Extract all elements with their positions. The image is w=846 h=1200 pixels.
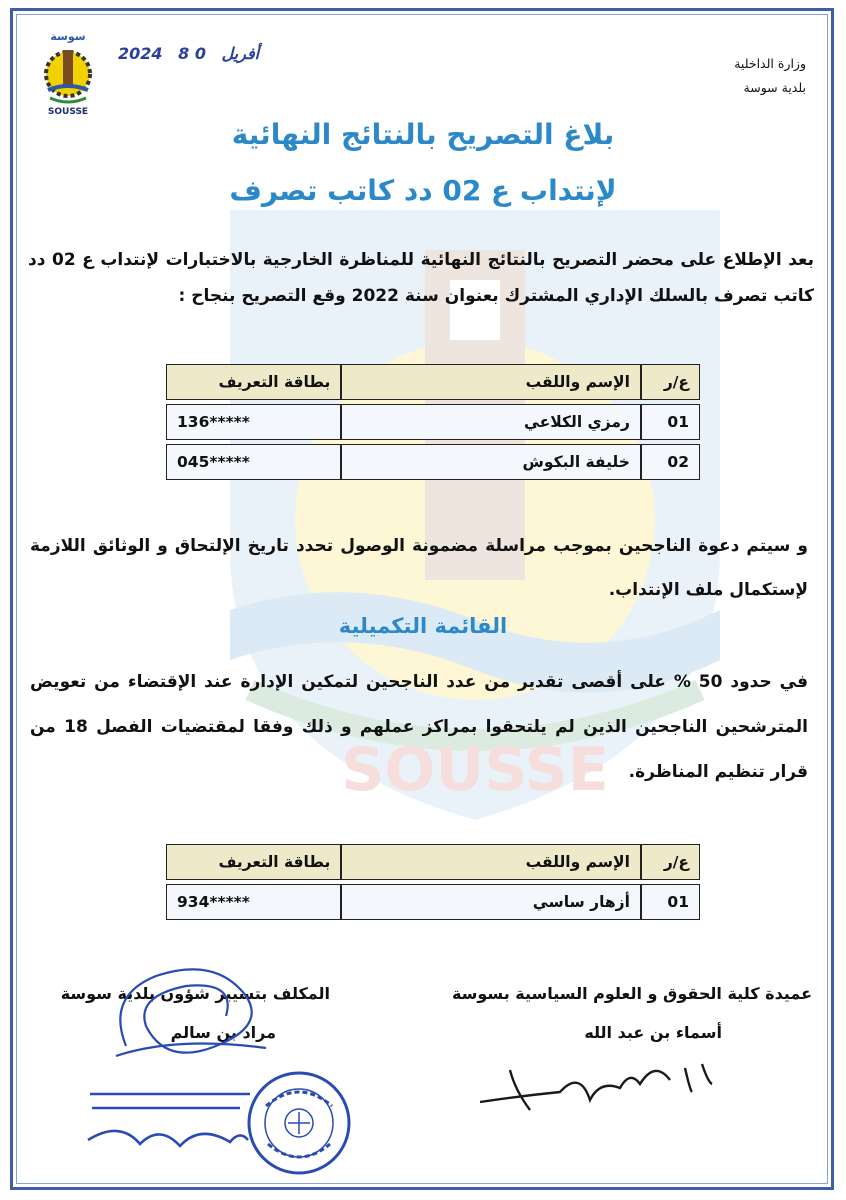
date-year: 2024	[118, 44, 163, 63]
date-stamp	[118, 44, 269, 63]
row-id-card: 045*****	[166, 444, 341, 480]
issuer-header	[646, 52, 806, 100]
row-number: 01	[641, 884, 700, 920]
table-header-row	[166, 844, 700, 880]
ministry-name: وزارة الداخلية	[734, 56, 806, 71]
table-row	[166, 444, 700, 480]
results-table	[166, 360, 700, 484]
supplementary-title: القائمة التكميلية	[338, 614, 508, 638]
row-id-card: 136*****	[166, 404, 341, 440]
header-name: الإسم واللقب	[341, 364, 641, 400]
header-number: ع/ر	[641, 844, 700, 880]
dean-title: عميدة كلية الحقوق و العلوم السياسية بسوسة	[451, 984, 812, 1003]
header-id-card: بطاقة التعريف	[166, 364, 341, 400]
svg-text:SOUSSE: SOUSSE	[341, 735, 609, 805]
intro-paragraph: بعد الإطلاع على محضر التصريح بالنتائج النهائية للمناظرة الخارجية بالاختبارات لإنتداب ع 02 دد كاتب تصرف بالسلك الإداري المشترك بعنوان سنة 2022 وقع التصريح بنجاح :	[28, 250, 814, 306]
document-title: بلاغ التصريح بالنتائج النهائية	[231, 118, 615, 151]
header-name: الإسم واللقب	[341, 844, 641, 880]
sousse-logo	[40, 28, 96, 120]
row-number: 01	[641, 404, 700, 440]
header-number: ع/ر	[641, 364, 700, 400]
date-month: أفريل	[221, 44, 260, 63]
municipality-name: بلدية سوسة	[743, 80, 806, 95]
mayor-signature-block	[40, 984, 330, 1042]
table-row	[166, 884, 700, 920]
row-name: أزهار ساسي	[341, 884, 641, 920]
date-day: 0 8	[178, 44, 206, 63]
mayor-name: مراد بن سالم	[170, 1023, 276, 1042]
supplementary-paragraph: في حدود 50 % على أقصى تقدير من عدد الناجحين لتمكين الإدارة عند الإقتضاء من تعويض المترشحين الناجحين الذين لم يلتحقوا بمراكز عملهم و ذلك وفقا لمقتضيات الفصل 18 من قرار تنظيم المناظرة.	[30, 672, 809, 782]
mayor-title: المكلف بتسيير شؤون بلدية سوسة	[60, 984, 330, 1003]
dean-signature-block	[432, 984, 812, 1042]
logo-label: SOUSSE	[47, 107, 89, 117]
document-subtitle: لإنتداب ع 02 دد كاتب تصرف	[229, 174, 617, 207]
header-id-card: بطاقة التعريف	[166, 844, 341, 880]
row-name: خليفة البكوش	[341, 444, 641, 480]
supplementary-table	[166, 840, 700, 924]
logo-arabic-text: سوسة	[50, 30, 86, 43]
table-row	[166, 404, 700, 440]
dean-name: أسماء بن عبد الله	[584, 1023, 722, 1042]
table-header-row	[166, 364, 700, 400]
notice-paragraph: و سيتم دعوة الناجحين بموجب مراسلة مضمونة الوصول تحدد تاريخ الإلتحاق و الوثائق اللازمة لإستكمال ملف الإنتداب.	[30, 536, 808, 600]
row-name: رمزي الكلاعي	[341, 404, 641, 440]
row-id-card: 934*****	[166, 884, 341, 920]
row-number: 02	[641, 444, 700, 480]
